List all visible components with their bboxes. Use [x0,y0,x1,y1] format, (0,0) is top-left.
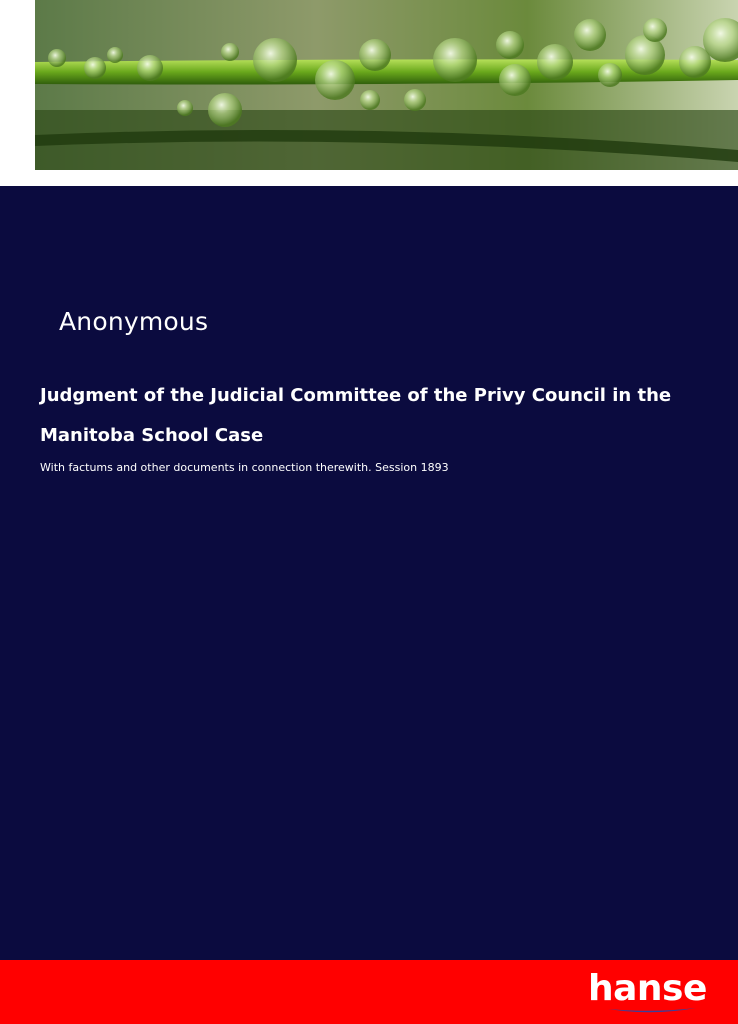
author-name: Anonymous [59,307,209,336]
publisher-name: hanse [588,968,707,1009]
cover-photo [35,0,738,170]
publisher-footer [0,960,738,1024]
book-title: Judgment of the Judicial Committee of the Privy Council in the Manitoba School Case [40,385,672,446]
dew-drops-image [35,0,738,170]
cover-panel [0,186,738,960]
hanse-swoosh-icon [606,1006,698,1016]
book-subtitle: With factums and other documents in connection therewith. Session 1893 [40,461,449,474]
publisher-logo [588,968,707,1014]
